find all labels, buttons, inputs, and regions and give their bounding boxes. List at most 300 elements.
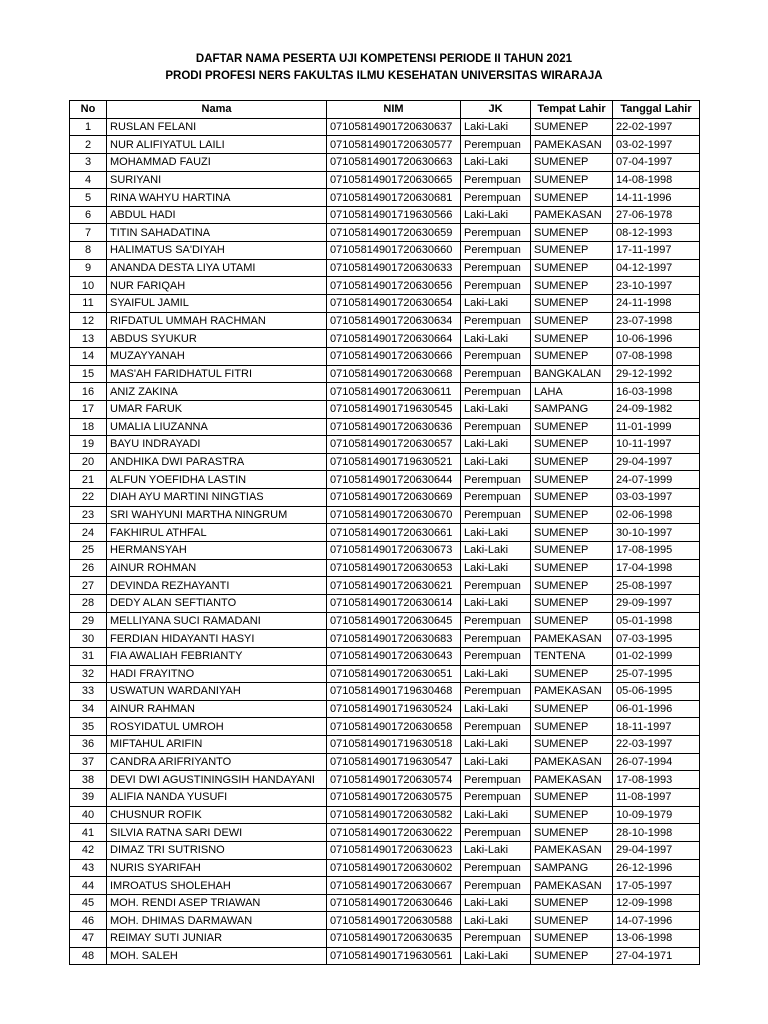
cell-nama: DEVI DWI AGUSTININGSIH HANDAYANI <box>107 771 327 789</box>
table-row <box>70 700 700 718</box>
cell-nim: 07105814901720630588 <box>327 912 461 930</box>
table-row <box>70 224 700 242</box>
table-row <box>70 330 700 348</box>
cell-tanggal-lahir: 17-11-1997 <box>613 242 700 260</box>
cell-nama: ABDUL HADI <box>107 206 327 224</box>
cell-no: 9 <box>70 259 107 277</box>
cell-no: 15 <box>70 365 107 383</box>
cell-jk: Perempuan <box>461 224 531 242</box>
cell-tanggal-lahir: 10-06-1996 <box>613 330 700 348</box>
cell-tempat-lahir: SUMENEP <box>531 912 613 930</box>
table-header-row <box>70 101 700 119</box>
cell-jk: Perempuan <box>461 788 531 806</box>
cell-nama: SURIYANI <box>107 171 327 189</box>
cell-jk: Laki-Laki <box>461 453 531 471</box>
table-row <box>70 894 700 912</box>
cell-jk: Laki-Laki <box>461 700 531 718</box>
cell-nama: ALFUN YOEFIDHA LASTIN <box>107 471 327 489</box>
cell-nim: 07105814901720630651 <box>327 665 461 683</box>
cell-nama: UMALIA LIUZANNA <box>107 418 327 436</box>
cell-tempat-lahir: SUMENEP <box>531 930 613 948</box>
cell-tanggal-lahir: 06-01-1996 <box>613 700 700 718</box>
table-row <box>70 718 700 736</box>
cell-nim: 07105814901720630668 <box>327 365 461 383</box>
cell-nama: AINUR ROHMAN <box>107 559 327 577</box>
cell-tanggal-lahir: 07-04-1997 <box>613 153 700 171</box>
cell-nim: 07105814901720630634 <box>327 312 461 330</box>
cell-jk: Perempuan <box>461 612 531 630</box>
cell-nim: 07105814901720630637 <box>327 118 461 136</box>
cell-tempat-lahir: SUMENEP <box>531 806 613 824</box>
cell-tanggal-lahir: 01-02-1999 <box>613 647 700 665</box>
cell-no: 41 <box>70 824 107 842</box>
cell-nim: 07105814901719630547 <box>327 753 461 771</box>
table-row <box>70 788 700 806</box>
cell-nim: 07105814901720630635 <box>327 930 461 948</box>
cell-jk: Perempuan <box>461 930 531 948</box>
cell-nama: NUR FARIQAH <box>107 277 327 295</box>
cell-tanggal-lahir: 14-07-1996 <box>613 912 700 930</box>
cell-tempat-lahir: PAMEKASAN <box>531 683 613 701</box>
cell-tempat-lahir: SUMENEP <box>531 277 613 295</box>
cell-jk: Perempuan <box>461 683 531 701</box>
cell-tanggal-lahir: 29-09-1997 <box>613 594 700 612</box>
cell-tanggal-lahir: 22-03-1997 <box>613 736 700 754</box>
table-row <box>70 824 700 842</box>
cell-nim: 07105814901720630653 <box>327 559 461 577</box>
table-row <box>70 612 700 630</box>
cell-nim: 07105814901720630614 <box>327 594 461 612</box>
cell-jk: Laki-Laki <box>461 665 531 683</box>
cell-tanggal-lahir: 04-12-1997 <box>613 259 700 277</box>
cell-tanggal-lahir: 08-12-1993 <box>613 224 700 242</box>
table-row <box>70 506 700 524</box>
cell-tanggal-lahir: 16-03-1998 <box>613 383 700 401</box>
cell-jk: Laki-Laki <box>461 330 531 348</box>
cell-nama: SRI WAHYUNI MARTHA NINGRUM <box>107 506 327 524</box>
cell-tempat-lahir: TENTENA <box>531 647 613 665</box>
cell-jk: Laki-Laki <box>461 947 531 965</box>
cell-nim: 07105814901720630577 <box>327 136 461 154</box>
cell-jk: Perempuan <box>461 859 531 877</box>
cell-nim: 07105814901720630669 <box>327 489 461 507</box>
cell-jk: Laki-Laki <box>461 753 531 771</box>
table-row <box>70 647 700 665</box>
cell-no: 8 <box>70 242 107 260</box>
cell-tempat-lahir: LAHA <box>531 383 613 401</box>
cell-nama: DEDY ALAN SEFTIANTO <box>107 594 327 612</box>
column-header-no: No <box>70 101 107 119</box>
table-row <box>70 118 700 136</box>
cell-nama: NURIS SYARIFAH <box>107 859 327 877</box>
cell-no: 29 <box>70 612 107 630</box>
cell-nama: ANDHIKA DWI PARASTRA <box>107 453 327 471</box>
cell-nama: NUR ALIFIYATUL LAILI <box>107 136 327 154</box>
cell-no: 40 <box>70 806 107 824</box>
cell-jk: Perempuan <box>461 630 531 648</box>
cell-tempat-lahir: SUMENEP <box>531 224 613 242</box>
cell-jk: Perempuan <box>461 171 531 189</box>
cell-tempat-lahir: PAMEKASAN <box>531 136 613 154</box>
cell-jk: Laki-Laki <box>461 400 531 418</box>
cell-nama: REIMAY SUTI JUNIAR <box>107 930 327 948</box>
cell-nama: MOH. DHIMAS DARMAWAN <box>107 912 327 930</box>
cell-nama: HALIMATUS SA'DIYAH <box>107 242 327 260</box>
cell-nim: 07105814901720630646 <box>327 894 461 912</box>
cell-nim: 07105814901720630611 <box>327 383 461 401</box>
cell-nim: 07105814901719630468 <box>327 683 461 701</box>
cell-nim: 07105814901720630644 <box>327 471 461 489</box>
table-row <box>70 206 700 224</box>
cell-nim: 07105814901720630623 <box>327 841 461 859</box>
cell-nama: HERMANSYAH <box>107 542 327 560</box>
cell-tempat-lahir: SUMENEP <box>531 418 613 436</box>
table-row <box>70 489 700 507</box>
cell-nim: 07105814901720630574 <box>327 771 461 789</box>
cell-no: 16 <box>70 383 107 401</box>
cell-nama: FIA AWALIAH FEBRIANTY <box>107 647 327 665</box>
cell-jk: Perempuan <box>461 771 531 789</box>
cell-nama: ALIFIA NANDA YUSUFI <box>107 788 327 806</box>
cell-no: 18 <box>70 418 107 436</box>
cell-nim: 07105814901720630633 <box>327 259 461 277</box>
cell-nim: 07105814901720630654 <box>327 295 461 313</box>
cell-nim: 07105814901720630643 <box>327 647 461 665</box>
cell-nim: 07105814901720630657 <box>327 436 461 454</box>
table-row <box>70 312 700 330</box>
cell-no: 28 <box>70 594 107 612</box>
cell-jk: Perempuan <box>461 383 531 401</box>
table-row <box>70 736 700 754</box>
cell-tempat-lahir: SUMENEP <box>531 736 613 754</box>
table-row <box>70 400 700 418</box>
cell-no: 11 <box>70 295 107 313</box>
cell-tanggal-lahir: 17-08-1993 <box>613 771 700 789</box>
table-row <box>70 295 700 313</box>
cell-tanggal-lahir: 23-07-1998 <box>613 312 700 330</box>
cell-tanggal-lahir: 18-11-1997 <box>613 718 700 736</box>
table-row <box>70 277 700 295</box>
table-row <box>70 947 700 965</box>
cell-jk: Perempuan <box>461 489 531 507</box>
cell-nim: 07105814901720630666 <box>327 347 461 365</box>
cell-nama: IMROATUS SHOLEHAH <box>107 877 327 895</box>
cell-tanggal-lahir: 02-06-1998 <box>613 506 700 524</box>
cell-no: 36 <box>70 736 107 754</box>
cell-tempat-lahir: SUMENEP <box>531 788 613 806</box>
cell-tanggal-lahir: 17-05-1997 <box>613 877 700 895</box>
cell-nim: 07105814901720630670 <box>327 506 461 524</box>
cell-no: 44 <box>70 877 107 895</box>
cell-no: 39 <box>70 788 107 806</box>
cell-no: 20 <box>70 453 107 471</box>
table-row <box>70 471 700 489</box>
cell-nama: FAKHIRUL ATHFAL <box>107 524 327 542</box>
cell-nama: UMAR FARUK <box>107 400 327 418</box>
cell-jk: Perempuan <box>461 418 531 436</box>
cell-no: 48 <box>70 947 107 965</box>
cell-jk: Laki-Laki <box>461 594 531 612</box>
cell-nama: FERDIAN HIDAYANTI HASYI <box>107 630 327 648</box>
cell-nim: 07105814901720630582 <box>327 806 461 824</box>
cell-tempat-lahir: SUMENEP <box>531 594 613 612</box>
cell-tempat-lahir: BANGKALAN <box>531 365 613 383</box>
cell-no: 3 <box>70 153 107 171</box>
cell-nama: DEVINDA REZHAYANTI <box>107 577 327 595</box>
cell-tanggal-lahir: 14-11-1996 <box>613 189 700 207</box>
cell-jk: Perempuan <box>461 312 531 330</box>
cell-nama: DIMAZ TRI SUTRISNO <box>107 841 327 859</box>
cell-jk: Laki-Laki <box>461 206 531 224</box>
cell-no: 19 <box>70 436 107 454</box>
cell-nim: 07105814901719630545 <box>327 400 461 418</box>
cell-tanggal-lahir: 24-11-1998 <box>613 295 700 313</box>
cell-tempat-lahir: PAMEKASAN <box>531 841 613 859</box>
cell-no: 45 <box>70 894 107 912</box>
cell-tanggal-lahir: 26-07-1994 <box>613 753 700 771</box>
cell-nama: MUZAYYANAH <box>107 347 327 365</box>
cell-tempat-lahir: SUMENEP <box>531 295 613 313</box>
cell-tanggal-lahir: 03-03-1997 <box>613 489 700 507</box>
table-row <box>70 453 700 471</box>
cell-tempat-lahir: SUMENEP <box>531 489 613 507</box>
cell-jk: Perempuan <box>461 877 531 895</box>
table-row <box>70 153 700 171</box>
cell-tanggal-lahir: 25-07-1995 <box>613 665 700 683</box>
cell-no: 46 <box>70 912 107 930</box>
cell-tanggal-lahir: 07-03-1995 <box>613 630 700 648</box>
cell-jk: Laki-Laki <box>461 295 531 313</box>
cell-jk: Laki-Laki <box>461 894 531 912</box>
cell-nim: 07105814901720630660 <box>327 242 461 260</box>
cell-nama: MAS'AH FARIDHATUL FITRI <box>107 365 327 383</box>
cell-tanggal-lahir: 22-02-1997 <box>613 118 700 136</box>
cell-tempat-lahir: SUMENEP <box>531 894 613 912</box>
cell-tanggal-lahir: 17-04-1998 <box>613 559 700 577</box>
cell-jk: Perempuan <box>461 277 531 295</box>
cell-jk: Laki-Laki <box>461 736 531 754</box>
cell-no: 12 <box>70 312 107 330</box>
cell-nim: 07105814901720630661 <box>327 524 461 542</box>
table-row <box>70 542 700 560</box>
cell-tanggal-lahir: 17-08-1995 <box>613 542 700 560</box>
cell-no: 38 <box>70 771 107 789</box>
column-header-nim: NIM <box>327 101 461 119</box>
document-title: DAFTAR NAMA PESERTA UJI KOMPETENSI PERIODE II TAHUN 2021 <box>195 53 573 65</box>
cell-nama: ANIZ ZAKINA <box>107 383 327 401</box>
cell-tempat-lahir: SAMPANG <box>531 859 613 877</box>
cell-no: 5 <box>70 189 107 207</box>
cell-tempat-lahir: SUMENEP <box>531 506 613 524</box>
cell-nim: 07105814901719630518 <box>327 736 461 754</box>
table-row <box>70 771 700 789</box>
cell-no: 35 <box>70 718 107 736</box>
cell-nama: BAYU INDRAYADI <box>107 436 327 454</box>
cell-tempat-lahir: SUMENEP <box>531 577 613 595</box>
cell-no: 14 <box>70 347 107 365</box>
cell-nama: HADI FRAYITNO <box>107 665 327 683</box>
cell-jk: Laki-Laki <box>461 806 531 824</box>
cell-tanggal-lahir: 11-01-1999 <box>613 418 700 436</box>
cell-nim: 07105814901719630561 <box>327 947 461 965</box>
table-row <box>70 877 700 895</box>
cell-tempat-lahir: SUMENEP <box>531 242 613 260</box>
cell-nim: 07105814901720630667 <box>327 877 461 895</box>
cell-no: 25 <box>70 542 107 560</box>
cell-tanggal-lahir: 24-09-1982 <box>613 400 700 418</box>
cell-no: 37 <box>70 753 107 771</box>
cell-jk: Laki-Laki <box>461 912 531 930</box>
cell-tempat-lahir: SUMENEP <box>531 718 613 736</box>
cell-tempat-lahir: SUMENEP <box>531 947 613 965</box>
cell-nama: ANANDA DESTA LIYA UTAMI <box>107 259 327 277</box>
cell-tanggal-lahir: 12-09-1998 <box>613 894 700 912</box>
cell-no: 17 <box>70 400 107 418</box>
table-row <box>70 806 700 824</box>
table-row <box>70 753 700 771</box>
cell-jk: Perempuan <box>461 136 531 154</box>
cell-no: 24 <box>70 524 107 542</box>
cell-nama: MOH. SALEH <box>107 947 327 965</box>
cell-nim: 07105814901719630521 <box>327 453 461 471</box>
cell-no: 4 <box>70 171 107 189</box>
cell-tempat-lahir: SUMENEP <box>531 312 613 330</box>
cell-no: 7 <box>70 224 107 242</box>
cell-jk: Perempuan <box>461 577 531 595</box>
cell-no: 6 <box>70 206 107 224</box>
cell-tempat-lahir: SUMENEP <box>531 559 613 577</box>
cell-nama: DIAH AYU MARTINI NINGTIAS <box>107 489 327 507</box>
cell-tempat-lahir: PAMEKASAN <box>531 771 613 789</box>
cell-tanggal-lahir: 29-04-1997 <box>613 841 700 859</box>
cell-no: 26 <box>70 559 107 577</box>
table-row <box>70 524 700 542</box>
cell-tanggal-lahir: 25-08-1997 <box>613 577 700 595</box>
cell-tempat-lahir: PAMEKASAN <box>531 753 613 771</box>
cell-tempat-lahir: PAMEKASAN <box>531 206 613 224</box>
cell-jk: Perempuan <box>461 347 531 365</box>
cell-nim: 07105814901719630566 <box>327 206 461 224</box>
cell-nim: 07105814901719630524 <box>327 700 461 718</box>
cell-tanggal-lahir: 28-10-1998 <box>613 824 700 842</box>
cell-tempat-lahir: SUMENEP <box>531 471 613 489</box>
cell-nim: 07105814901720630645 <box>327 612 461 630</box>
cell-jk: Perempuan <box>461 506 531 524</box>
cell-tanggal-lahir: 29-12-1992 <box>613 365 700 383</box>
column-header-tempat-lahir: Tempat Lahir <box>531 101 613 119</box>
table-row <box>70 559 700 577</box>
cell-nim: 07105814901720630683 <box>327 630 461 648</box>
cell-nama: RINA WAHYU HARTINA <box>107 189 327 207</box>
cell-no: 47 <box>70 930 107 948</box>
cell-tanggal-lahir: 05-06-1995 <box>613 683 700 701</box>
table-row <box>70 436 700 454</box>
cell-tempat-lahir: SUMENEP <box>531 453 613 471</box>
cell-jk: Laki-Laki <box>461 436 531 454</box>
cell-nama: RIFDATUL UMMAH RACHMAN <box>107 312 327 330</box>
cell-nama: ROSYIDATUL UMROH <box>107 718 327 736</box>
cell-tempat-lahir: SUMENEP <box>531 347 613 365</box>
cell-tempat-lahir: SUMENEP <box>531 259 613 277</box>
cell-tanggal-lahir: 05-01-1998 <box>613 612 700 630</box>
cell-jk: Perempuan <box>461 824 531 842</box>
table-row <box>70 347 700 365</box>
cell-tempat-lahir: SUMENEP <box>531 824 613 842</box>
cell-nim: 07105814901720630673 <box>327 542 461 560</box>
cell-tempat-lahir: SUMENEP <box>531 171 613 189</box>
cell-tanggal-lahir: 07-08-1998 <box>613 347 700 365</box>
table-row <box>70 841 700 859</box>
cell-tempat-lahir: SUMENEP <box>531 612 613 630</box>
table-row <box>70 665 700 683</box>
cell-jk: Perempuan <box>461 259 531 277</box>
cell-tempat-lahir: SUMENEP <box>531 153 613 171</box>
cell-no: 23 <box>70 506 107 524</box>
cell-nim: 07105814901720630659 <box>327 224 461 242</box>
cell-no: 22 <box>70 489 107 507</box>
cell-tanggal-lahir: 30-10-1997 <box>613 524 700 542</box>
table-body <box>70 118 700 965</box>
cell-jk: Perempuan <box>461 242 531 260</box>
cell-tempat-lahir: SUMENEP <box>531 118 613 136</box>
participants-table <box>69 100 700 965</box>
cell-nim: 07105814901720630664 <box>327 330 461 348</box>
cell-nim: 07105814901720630622 <box>327 824 461 842</box>
cell-tanggal-lahir: 14-08-1998 <box>613 171 700 189</box>
cell-nama: MIFTAHUL ARIFIN <box>107 736 327 754</box>
cell-no: 42 <box>70 841 107 859</box>
cell-tempat-lahir: SUMENEP <box>531 436 613 454</box>
cell-no: 31 <box>70 647 107 665</box>
cell-nim: 07105814901720630663 <box>327 153 461 171</box>
table-row <box>70 930 700 948</box>
cell-jk: Laki-Laki <box>461 524 531 542</box>
cell-tanggal-lahir: 27-04-1971 <box>613 947 700 965</box>
cell-jk: Perempuan <box>461 471 531 489</box>
cell-jk: Perempuan <box>461 189 531 207</box>
table-row <box>70 418 700 436</box>
cell-nim: 07105814901720630636 <box>327 418 461 436</box>
column-header-nama: Nama <box>107 101 327 119</box>
cell-no: 33 <box>70 683 107 701</box>
cell-nim: 07105814901720630602 <box>327 859 461 877</box>
cell-jk: Laki-Laki <box>461 542 531 560</box>
cell-tempat-lahir: SUMENEP <box>531 700 613 718</box>
cell-tanggal-lahir: 10-11-1997 <box>613 436 700 454</box>
document-subtitle: PRODI PROFESI NERS FAKULTAS ILMU KESEHATAN UNIVERSITAS WIRARAJA <box>165 70 603 82</box>
cell-tanggal-lahir: 11-08-1997 <box>613 788 700 806</box>
table-row <box>70 136 700 154</box>
cell-no: 10 <box>70 277 107 295</box>
table-row <box>70 683 700 701</box>
table-row <box>70 859 700 877</box>
cell-tempat-lahir: SUMENEP <box>531 665 613 683</box>
cell-jk: Perempuan <box>461 647 531 665</box>
cell-no: 43 <box>70 859 107 877</box>
cell-tempat-lahir: SUMENEP <box>531 330 613 348</box>
cell-jk: Laki-Laki <box>461 118 531 136</box>
cell-tanggal-lahir: 26-12-1996 <box>613 859 700 877</box>
table-row <box>70 630 700 648</box>
cell-nama: MOHAMMAD FAUZI <box>107 153 327 171</box>
table-row <box>70 365 700 383</box>
cell-jk: Perempuan <box>461 365 531 383</box>
cell-tanggal-lahir: 29-04-1997 <box>613 453 700 471</box>
cell-no: 34 <box>70 700 107 718</box>
cell-tempat-lahir: SUMENEP <box>531 524 613 542</box>
column-header-jk: JK <box>461 101 531 119</box>
cell-nama: SILVIA RATNA SARI DEWI <box>107 824 327 842</box>
